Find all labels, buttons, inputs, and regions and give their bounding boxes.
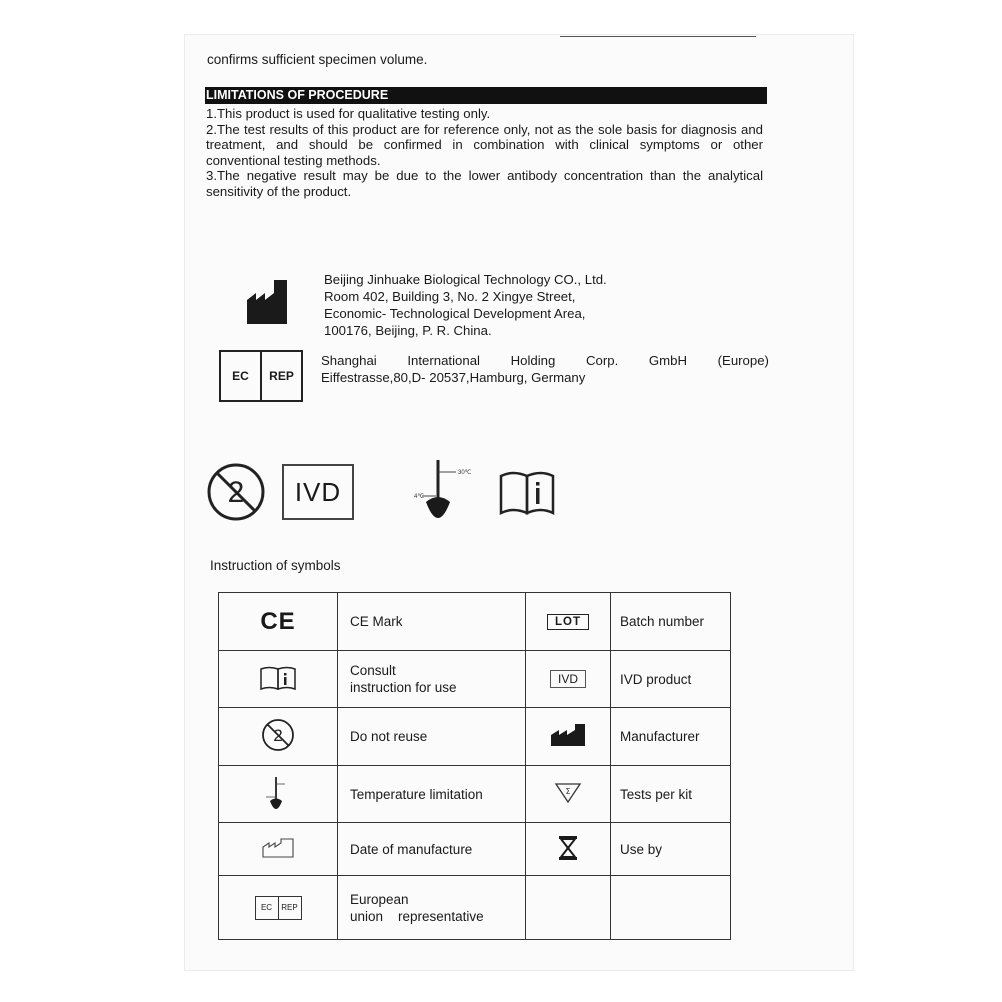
address-line: Economic- Technological Development Area,: [324, 306, 586, 321]
table-row: [219, 876, 731, 940]
symbol-label: Do not reuse: [338, 708, 526, 766]
manufacturer-name: Beijing Jinhuake Biological Technology CO., Ltd.: [324, 272, 607, 287]
word: Holding: [510, 353, 556, 368]
word: GmbH: [648, 353, 687, 368]
temp-high-label: 30℃: [458, 470, 472, 476]
divider: [560, 36, 756, 37]
address-line: Eiffestrasse,80,D- 20537,Hamburg, Germany: [321, 370, 586, 385]
empty-cell: [611, 876, 731, 940]
factory-icon: [247, 280, 287, 324]
table-row: [219, 593, 731, 651]
top-text: confirms sufficient specimen volume.: [207, 52, 428, 67]
address-line: Room 402, Building 3, No. 2 Xingye Street,: [324, 289, 576, 304]
manufacturer-address: [324, 271, 607, 339]
label-line: Consult: [350, 663, 396, 678]
svg-text:2: 2: [273, 726, 283, 745]
limitations-heading: LIMITATIONS OF PROCEDURE: [205, 87, 767, 104]
do-not-reuse-icon: [219, 708, 338, 766]
ec-label: EC: [232, 369, 249, 383]
symbol-label: [338, 651, 526, 708]
label-line: union representative: [350, 908, 484, 924]
symbol-label: Manufacturer: [611, 708, 731, 766]
symbol-label: Date of manufacture: [338, 823, 526, 876]
consult-instructions-icon: [219, 651, 338, 708]
label-line: instruction for use: [350, 680, 457, 695]
word: Corp.: [585, 353, 619, 368]
symbol-label: IVD product: [611, 651, 731, 708]
temperature-icon: [219, 766, 338, 823]
symbol-label: Use by: [611, 823, 731, 876]
svg-text:Σ: Σ: [565, 786, 571, 796]
ivd-icon: IVD: [526, 651, 611, 708]
ec-rep-icon: [219, 350, 303, 402]
label-line: European: [350, 891, 409, 907]
svg-text:2: 2: [227, 476, 245, 509]
table-row: [219, 708, 731, 766]
do-not-reuse-icon: [206, 462, 266, 522]
symbols-title: Instruction of symbols: [210, 558, 341, 573]
consult-instructions-icon: [498, 466, 556, 516]
ivd-icon: IVD: [282, 464, 354, 520]
hourglass-icon: [526, 823, 611, 876]
limitations-list: [206, 106, 763, 199]
rep-label: REP: [260, 352, 301, 400]
symbol-label: Temperature limitation: [338, 766, 526, 823]
representative-name: [321, 352, 769, 369]
temp-low-label: 4℃: [414, 494, 425, 500]
word: (Europe): [717, 353, 769, 368]
address-line: 100176, Beijing, P. R. China.: [324, 323, 492, 338]
symbol-label: [338, 876, 526, 940]
table-row: [219, 823, 731, 876]
table-row: [219, 651, 731, 708]
empty-cell: [526, 876, 611, 940]
date-of-manufacture-icon: [219, 823, 338, 876]
limitation-item: 1.This product is used for qualitative testing only.: [206, 106, 491, 121]
table-row: [219, 766, 731, 823]
symbols-table: [218, 592, 731, 940]
ce-mark-icon: CE: [219, 593, 338, 651]
lot-icon: LOT: [526, 593, 611, 651]
tests-per-kit-icon: [526, 766, 611, 823]
ec-rep-icon: EC REP: [219, 876, 338, 940]
temperature-icon: [412, 458, 482, 520]
symbol-label: Batch number: [611, 593, 731, 651]
representative-address: [321, 352, 769, 386]
word: Shanghai: [321, 353, 377, 368]
word: International: [407, 353, 480, 368]
symbol-label: CE Mark: [338, 593, 526, 651]
symbol-label: Tests per kit: [611, 766, 731, 823]
factory-icon: [526, 708, 611, 766]
limitation-item: 3.The negative result may be due to the lower antibody concentration than the analytical sensitivity of the product.: [206, 168, 763, 199]
limitation-item: 2.The test results of this product are for reference only, not as the sole basis for diagnosis and treatment, and should be confirmed in combination with clinical symptoms or other conventional testing methods.: [206, 121, 763, 168]
